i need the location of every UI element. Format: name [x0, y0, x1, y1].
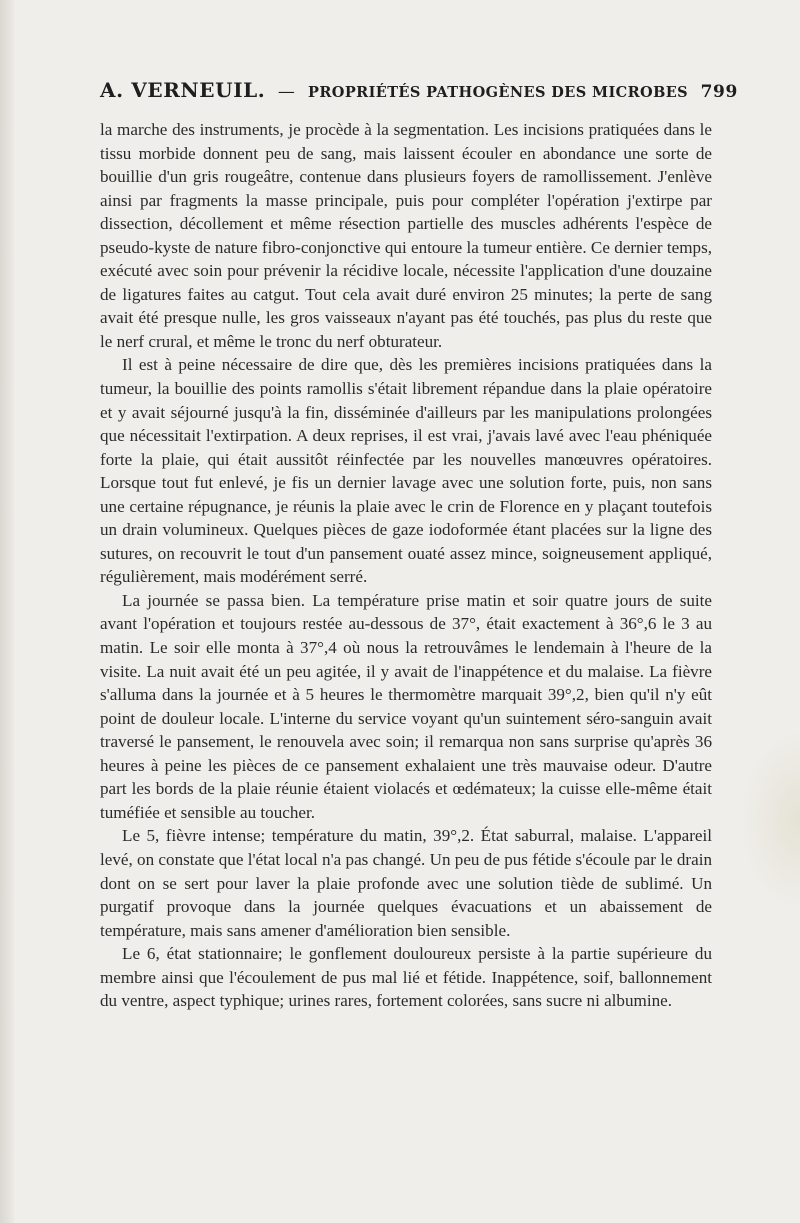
paper-stain	[740, 730, 800, 910]
paragraph-2: Il est à peine nécessaire de dire que, dès les premières incisions pratiquées dans la tumeur, la bouillie des points ramollis s'était librement répandue dans la plaie opératoire et y avait séjourné jusqu'à la fin, disséminée d'ailleurs par les manipulations prolongées que nécessitait l'extirpation. A deux reprises, il est vrai, j'avais lavé avec l'eau phéniquée forte la plaie, qui était aussitôt réinfectée par les nouvelles manœuvres opératoires. Lorsque tout fut enlevé, je fis un dernier lavage avec une solution forte, puis, non sans une certaine répugnance, je réunis la plaie avec le crin de Florence en y plaçant toutefois un drain volumineux. Quelques pièces de gaze iodoformée étant placées sur la ligne des sutures, on recouvrit le tout d'un pansement ouaté assez mince, soigneusement appliqué, régulièrement, mais modérément serré.	[100, 355, 712, 587]
paragraph-5: Le 6, état stationnaire; le gonflement douloureux persiste à la partie supérieure du membre ainsi que l'écoulement de pus mal lié et fétide. Inappétence, soif, ballonnement du ventre, aspect typhique; urines rares, fortement colorées, sans sucre ni albumine.	[100, 944, 712, 1011]
running-head	[100, 78, 800, 102]
header-title: PROPRIÉTÉS PATHOGÈNES DES MICROBES	[308, 84, 689, 101]
page-number: 799	[700, 82, 738, 102]
header-separator: —	[277, 82, 296, 102]
page-binding-edge	[0, 0, 14, 1223]
paragraph-3: La journée se passa bien. La température prise matin et soir quatre jours de suite avant l'opération et toujours restée au-dessous de 37°, était exactement à 36°,6 le 3 au matin. Le soir elle monta à 37°,4 où nous la retrouvâmes le lendemain à l'heure de la visite. La nuit avait été un peu agitée, il y avait de l'inappétence et du malaise. La fièvre s'alluma dans la journée et à 5 heures le thermomètre marquait 39°,2, bien qu'il n'y eût point de douleur locale. L'interne du service voyant qu'un suintement séro-sanguin avait traversé le pansement, le renouvela avec soin; il remarqua non sans surprise qu'après 36 heures à peine les pièces de ce pansement exhalaient une très mauvaise odeur. D'autre part les bords de la plaie réunie étaient violacés et œdémateux; la cuisse elle-même était tuméfiée et sensible au toucher.	[100, 590, 712, 822]
paragraph-1: la marche des instruments, je procède à la segmentation. Les incisions pratiquées dans le tissu morbide donnent peu de sang, mais laissent écouler en abondance une sorte de bouillie d'un gris rougeâtre, contenue dans plusieurs foyers de ramollissement. J'enlève ainsi par fragments la masse principale, puis pour compléter l'opération j'extirpe par dissection, décollement et même résection partielle des muscles adhérents l'espèce de pseudo-kyste de nature fibro-conjonctive qui entoure la tumeur entière. Ce dernier temps, exécuté avec soin pour prévenir la récidive locale, nécessite l'application d'une douzaine de ligatures faites au catgut. Tout cela avait duré environ 25 minutes; la perte de sang avait été presque nulle, les gros vaisseaux n'ayant pas été touchés, pas plus du reste que le nerf crural, et même le tronc du nerf obturateur.	[100, 120, 712, 351]
body-text	[100, 118, 712, 1013]
header-author: A. VERNEUIL.	[100, 78, 266, 102]
paragraph-4: Le 5, fièvre intense; température du matin, 39°,2. État saburral, malaise. L'appareil levé, on constate que l'état local n'a pas changé. Un peu de pus fétide s'écoule par le drain dont on se sert pour laver la plaie profonde avec une solution tiède de sublimé. Un purgatif provoque dans la journée quelques évacuations et un abaissement de température, mais sans amener d'amélioration bien sensible.	[100, 826, 712, 940]
